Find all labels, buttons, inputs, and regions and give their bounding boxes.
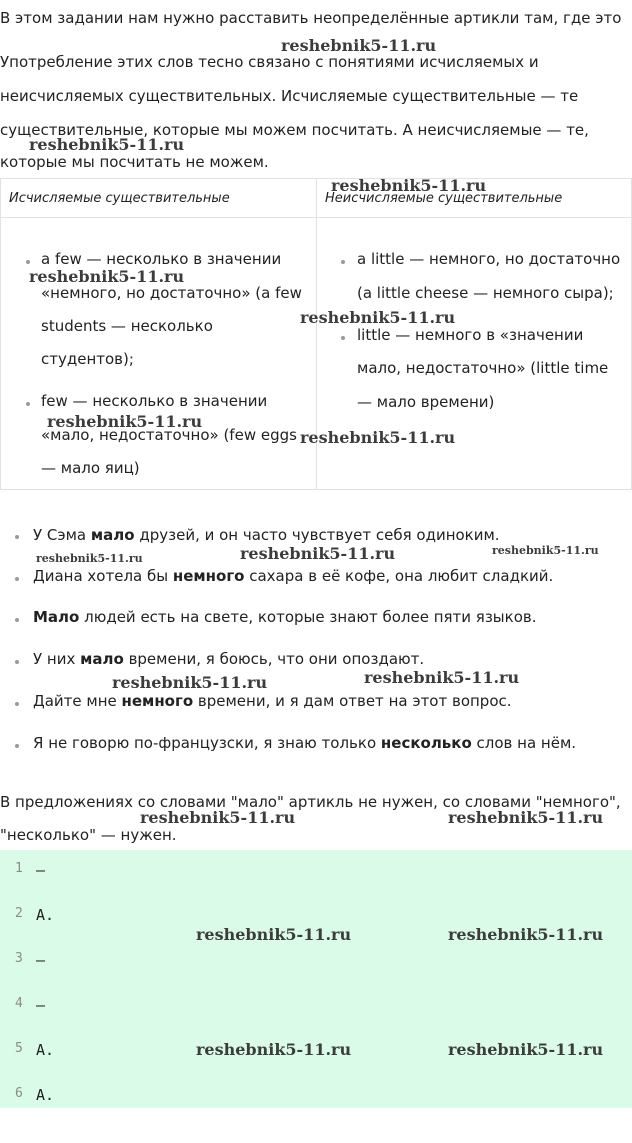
table-item-text: «немного, но достаточно» (a few	[41, 284, 302, 302]
answer-number: 2	[15, 906, 23, 921]
watermark: reshebnik5-11.ru	[448, 1040, 604, 1059]
table-item-text: a little — немного, но достаточно	[357, 250, 621, 268]
table-header-countable: Исчисляемые существительные	[1, 179, 317, 218]
intro-line-3: неисчисляемых существительных. Исчисляемые существительные — те	[0, 87, 579, 105]
table-item-text: (a little cheese — немного сыра);	[357, 284, 614, 302]
answer-number: 4	[15, 996, 23, 1011]
answer-value: —	[36, 861, 46, 879]
table-item-text: «мало, недостаточно» (few eggs	[41, 426, 297, 444]
intro-line-2: Употребление этих слов тесно связано с понятиями исчисляемых и	[0, 53, 539, 71]
bullet-dot	[26, 260, 30, 264]
watermark: reshebnik5-11.ru	[331, 176, 487, 195]
watermark: reshebnik5-11.ru	[281, 36, 437, 55]
watermark: reshebnik5-11.ru	[47, 412, 203, 431]
bullet-dot	[15, 535, 19, 539]
watermark: reshebnik5-11.ru	[300, 428, 456, 447]
watermark: reshebnik5-11.ru	[112, 673, 268, 692]
table-item-text: мало, недостаточно» (little time	[357, 359, 609, 377]
conclusion-line-2: "несколько" — нужен.	[0, 826, 177, 844]
watermark: reshebnik5-11.ru	[29, 267, 185, 286]
example-item: Я не говорю по-французски, я знаю только несколько слов на нём.	[33, 734, 577, 752]
answers-block	[0, 850, 632, 1108]
watermark: reshebnik5-11.ru	[196, 925, 352, 944]
example-item: У них мало времени, я боюсь, что они опоздают.	[33, 650, 425, 668]
watermark: reshebnik5-11.ru	[448, 925, 604, 944]
bullet-dot	[341, 260, 345, 264]
answer-number: 5	[15, 1041, 23, 1056]
answer-value: A.	[36, 906, 55, 924]
bullet-dot	[15, 744, 19, 748]
table-item-text: студентов);	[41, 350, 134, 368]
watermark: reshebnik5-11.ru	[29, 135, 185, 154]
watermark: reshebnik5-11.ru	[364, 668, 520, 687]
table-item-text: — мало яиц)	[41, 459, 140, 477]
answer-value: A.	[36, 1041, 55, 1059]
watermark: reshebnik5-11.ru	[448, 808, 604, 827]
watermark: reshebnik5-11.ru	[240, 544, 396, 563]
table-item-text: little — немного в «значении	[357, 326, 584, 344]
intro-line-1: В этом задании нам нужно расставить неопределённые артикли там, где это	[0, 9, 622, 27]
answer-number: 3	[15, 951, 23, 966]
example-item: У Сэма мало друзей, и он часто чувствует себя одиноким.	[33, 526, 500, 544]
bullet-dot	[341, 336, 345, 340]
conclusion-line-1: В предложениях со словами "мало" артикль не нужен, со словами "немного",	[0, 793, 621, 811]
watermark: reshebnik5-11.ru	[300, 308, 456, 327]
table-item-text: — мало времени)	[357, 393, 495, 411]
answer-number: 6	[15, 1086, 23, 1101]
intro-line-5: которые мы посчитать не можем.	[0, 153, 269, 171]
answer-value: A.	[36, 1086, 55, 1104]
table-item-text: students — несколько	[41, 317, 213, 335]
bullet-dot	[26, 402, 30, 406]
example-item: Дайте мне немного времени, и я дам ответ на этот вопрос.	[33, 692, 512, 710]
bullet-dot	[15, 660, 19, 664]
watermark: reshebnik5-11.ru	[492, 544, 599, 557]
answer-value: —	[36, 951, 46, 969]
watermark: reshebnik5-11.ru	[36, 552, 143, 565]
example-item: Диана хотела бы немного сахара в её кофе, она любит сладкий.	[33, 567, 554, 585]
table-header-uncountable: Неисчисляемые существительные	[317, 179, 632, 218]
watermark: reshebnik5-11.ru	[196, 1040, 352, 1059]
table-item-text: a few — несколько в значении	[41, 250, 282, 268]
answer-number: 1	[15, 861, 23, 876]
table-item-text: few — несколько в значении	[41, 392, 268, 410]
bullet-dot	[15, 702, 19, 706]
bullet-dot	[15, 618, 19, 622]
watermark: reshebnik5-11.ru	[140, 808, 296, 827]
intro-line-4: существительные, которые мы можем посчитать. А неисчисляемые — те,	[0, 121, 589, 139]
answer-value: —	[36, 996, 46, 1014]
bullet-dot	[15, 577, 19, 581]
example-item: Мало людей есть на свете, которые знают более пяти языков.	[33, 608, 537, 626]
